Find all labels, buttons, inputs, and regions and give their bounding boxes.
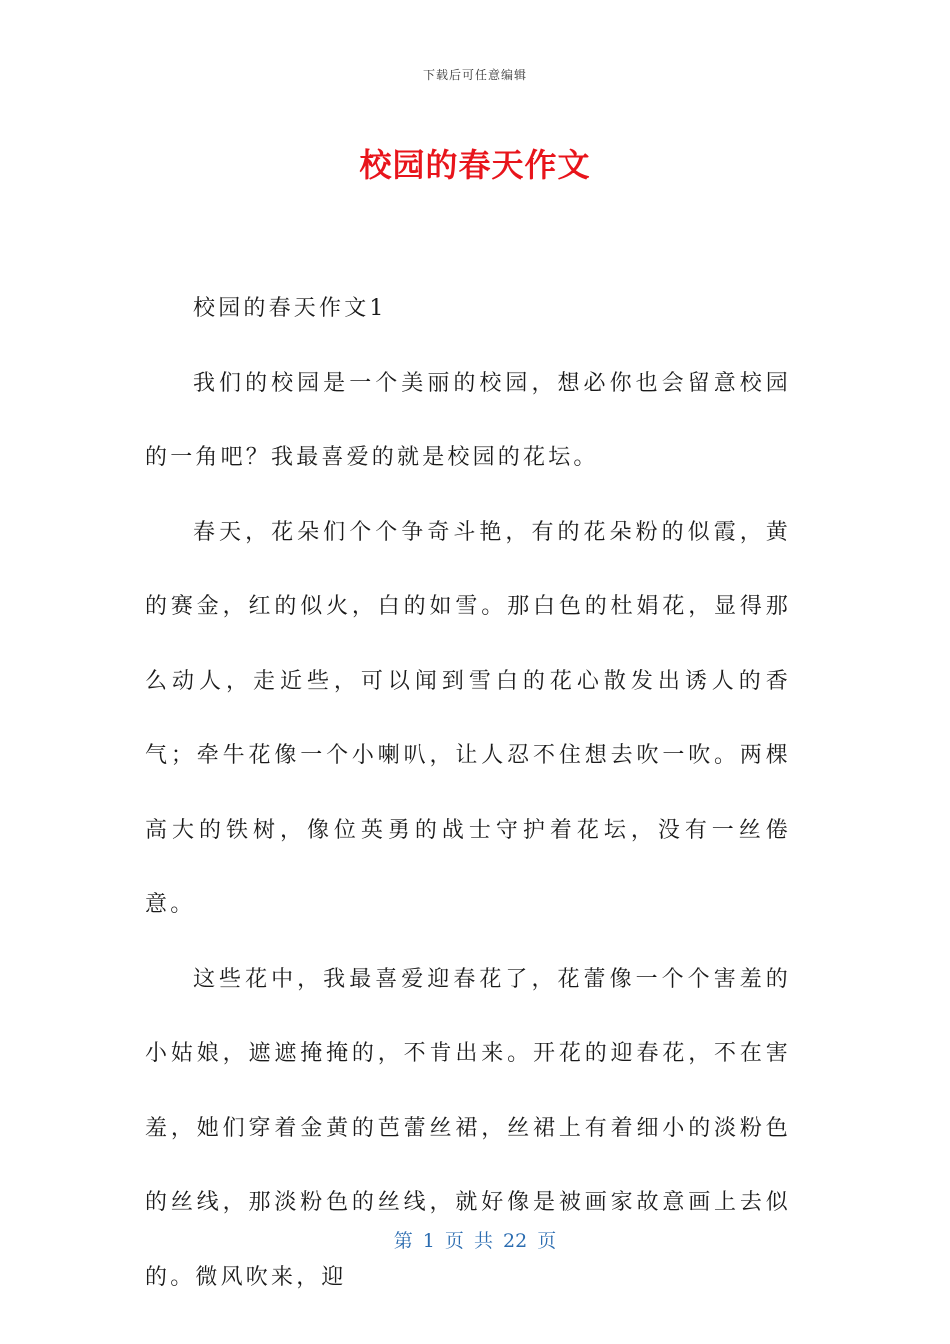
- header-note: 下载后可任意编辑: [422, 68, 527, 82]
- section-heading: 校园的春天作文1: [193, 296, 387, 321]
- paragraph: 我们的校园是一个美丽的校园，想必你也会留意校园的一角吧？我最喜爱的就是校园的花坛。: [145, 370, 791, 470]
- paragraph: 春天，花朵们个个争奇斗艳，有的花朵粉的似霞，黄的赛金，红的似火，白的如雪。那白色的杜娟花，显得那么动人，走近些，可以闻到雪白的花心散发出诱人的香气；牵牛花像一个小喇叭，让人忍不住想去吹一吹。两棵高大的铁树，像位英勇的战士守护着花坛，没有一丝倦意。: [145, 519, 791, 917]
- document-title: 校园的春天作文: [359, 146, 591, 184]
- page-footer: 第 1 页 共 22 页: [393, 1230, 557, 1252]
- paragraph: 这些花中，我最喜爱迎春花了，花蕾像一个个害羞的小姑娘，遮遮掩掩的，不肯出来。开花的迎春花，不在害羞，她们穿着金黄的芭蕾丝裙，丝裙上有着细小的淡粉色的丝线，那淡粉色的丝线，就好像是被画家故意画上去似的。微风吹来，迎: [145, 966, 791, 1290]
- document-body: [145, 272, 791, 1315]
